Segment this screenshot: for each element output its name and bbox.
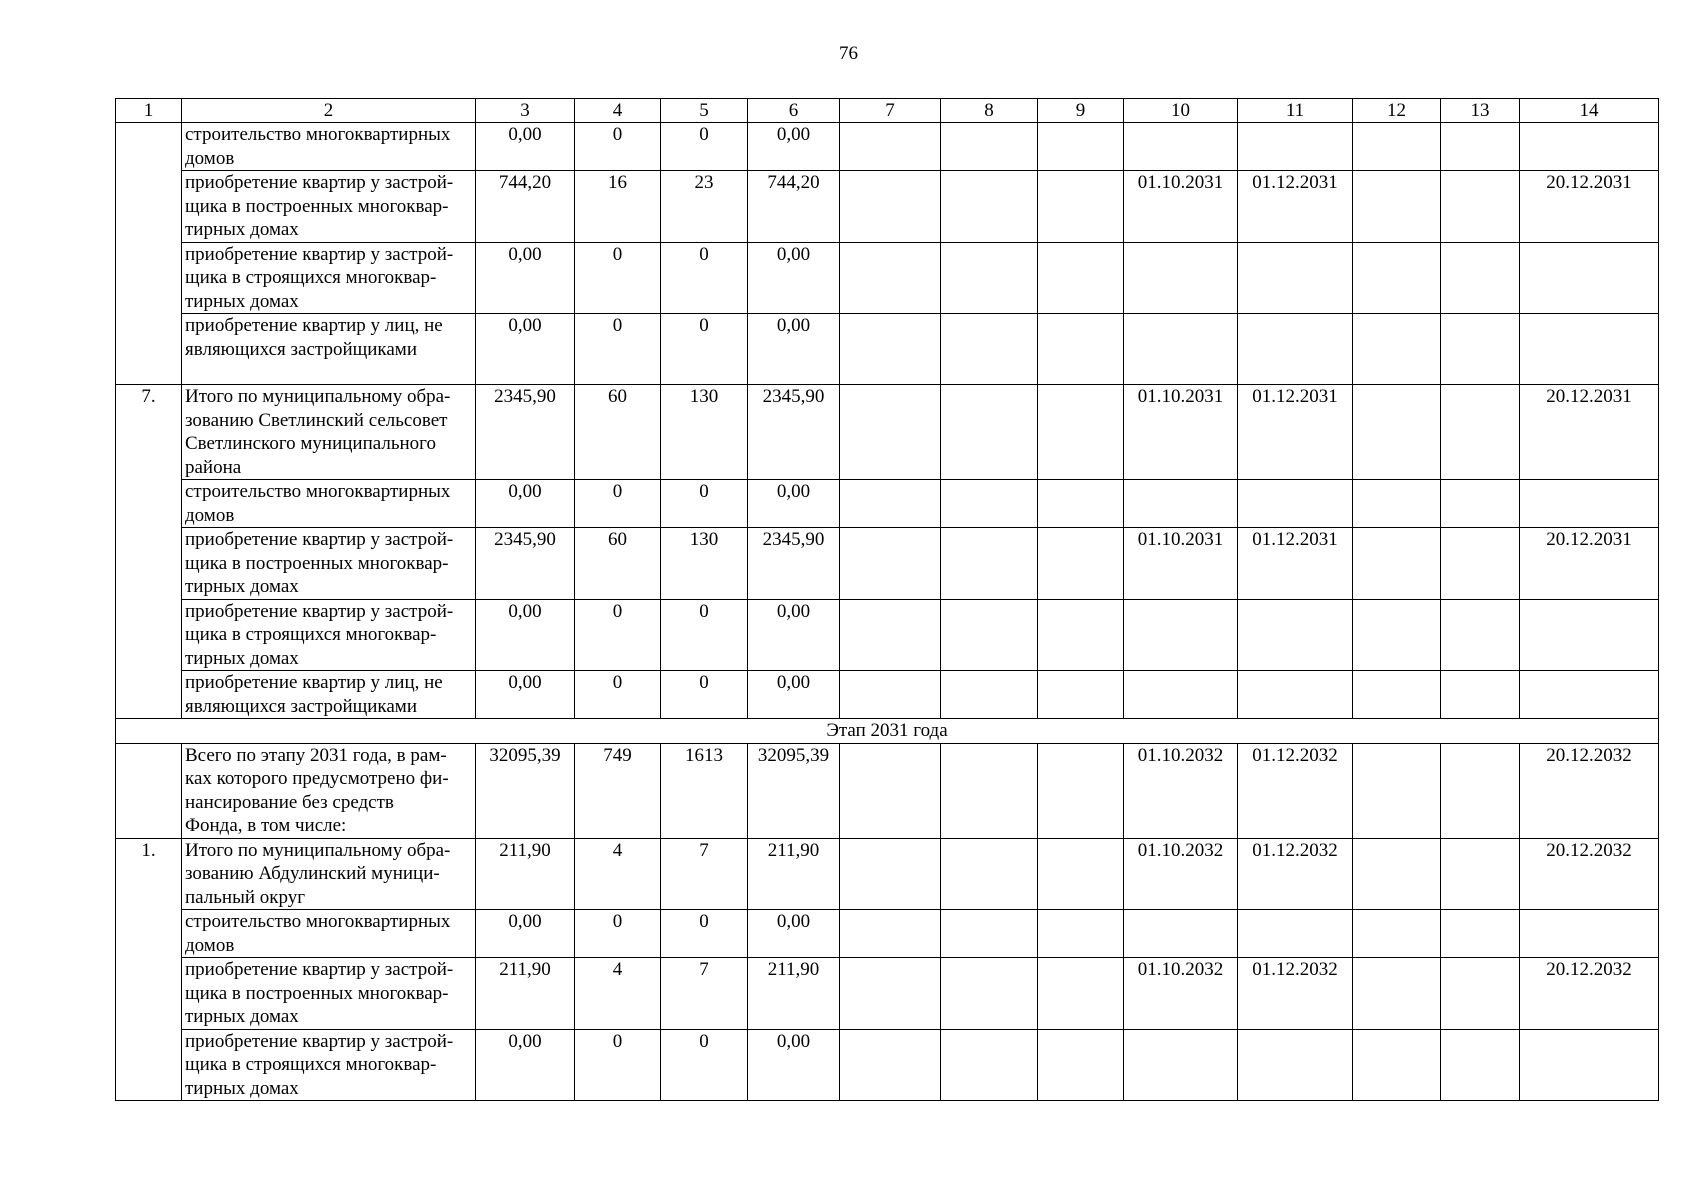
description-line: щика в строящихся многоквар- <box>185 624 437 645</box>
value-cell <box>1520 910 1659 958</box>
value-cell <box>1353 480 1441 528</box>
column-header: 14 <box>1520 99 1659 123</box>
value-cell <box>1038 528 1124 600</box>
value-cell: 0 <box>661 242 748 314</box>
value-cell: 0 <box>575 480 661 528</box>
value-cell: 01.12.2032 <box>1238 958 1353 1030</box>
value-cell: 0,00 <box>748 123 840 171</box>
description-line: являющихся застройщиками <box>185 695 417 717</box>
stage-row <box>116 719 1659 744</box>
description-line: щика в построенных многоквар- <box>185 982 449 1004</box>
row-description <box>182 171 476 243</box>
description-line: приобретение квартир у лиц, не <box>185 315 443 336</box>
value-cell: 0 <box>575 599 661 671</box>
value-cell <box>1038 314 1124 385</box>
value-cell: 0 <box>575 242 661 314</box>
value-cell: 0,00 <box>476 671 575 719</box>
value-cell <box>1038 958 1124 1030</box>
value-cell <box>1441 838 1520 910</box>
column-header: 6 <box>748 99 840 123</box>
description-line: пальный округ <box>185 886 306 908</box>
value-cell <box>1238 599 1353 671</box>
value-cell: 0,00 <box>748 1029 840 1101</box>
row-description <box>182 480 476 528</box>
value-cell <box>1441 528 1520 600</box>
value-cell <box>941 528 1038 600</box>
value-cell <box>1038 242 1124 314</box>
column-header: 9 <box>1038 99 1124 123</box>
value-cell <box>941 480 1038 528</box>
value-cell <box>1520 599 1659 671</box>
row-number: 7. <box>116 385 182 719</box>
value-cell: 211,90 <box>748 958 840 1030</box>
value-cell: 0,00 <box>748 599 840 671</box>
page-number: 76 <box>839 43 858 64</box>
value-cell: 32095,39 <box>476 743 575 838</box>
description-line: домов <box>185 147 235 169</box>
description-line: тирных домах <box>185 290 299 312</box>
value-cell <box>1353 958 1441 1030</box>
row-description <box>182 123 476 171</box>
value-cell: 7 <box>661 838 748 910</box>
row-description <box>182 838 476 910</box>
description-line: домов <box>185 934 235 956</box>
value-cell <box>840 743 941 838</box>
column-header: 12 <box>1353 99 1441 123</box>
value-cell: 749 <box>575 743 661 838</box>
description-line: строительство многоквартирных <box>185 911 451 932</box>
value-cell <box>840 671 941 719</box>
value-cell <box>1441 171 1520 243</box>
value-cell <box>840 123 941 171</box>
value-cell: 0 <box>575 910 661 958</box>
value-cell: 01.12.2031 <box>1238 385 1353 480</box>
description-line: приобретение квартир у застрой- <box>185 243 454 265</box>
value-cell: 60 <box>575 528 661 600</box>
row-description <box>182 528 476 600</box>
value-cell <box>1441 314 1520 385</box>
value-cell <box>941 314 1038 385</box>
description-line: щика в построенных многоквар- <box>185 552 449 574</box>
description-line: строительство многоквартирных <box>185 481 451 502</box>
value-cell <box>1353 528 1441 600</box>
value-cell: 23 <box>661 171 748 243</box>
column-header: 2 <box>182 99 476 123</box>
value-cell: 744,20 <box>476 171 575 243</box>
value-cell <box>1441 123 1520 171</box>
value-cell: 0 <box>661 1029 748 1101</box>
value-cell <box>941 1029 1038 1101</box>
description-line: тирных домах <box>185 576 299 597</box>
row-number <box>116 743 182 838</box>
value-cell: 0 <box>575 1029 661 1101</box>
value-cell: 0 <box>661 671 748 719</box>
value-cell <box>1124 671 1238 719</box>
value-cell: 01.12.2031 <box>1238 528 1353 600</box>
description-line: приобретение квартир у застрой- <box>185 529 454 550</box>
row-description <box>182 671 476 719</box>
value-cell <box>840 242 941 314</box>
description-line: щика в строящихся многоквар- <box>185 267 437 288</box>
value-cell <box>1038 910 1124 958</box>
value-cell <box>1124 314 1238 385</box>
value-cell: 0,00 <box>748 480 840 528</box>
row-number: 1. <box>116 838 182 1101</box>
value-cell <box>1038 743 1124 838</box>
value-cell <box>840 910 941 958</box>
value-cell: 0 <box>661 123 748 171</box>
stage-title: Этап 2031 года <box>116 719 1659 744</box>
column-header: 10 <box>1124 99 1238 123</box>
value-cell: 20.12.2032 <box>1520 838 1659 910</box>
value-cell <box>941 910 1038 958</box>
value-cell <box>1124 599 1238 671</box>
column-header: 4 <box>575 99 661 123</box>
value-cell <box>1353 1029 1441 1101</box>
value-cell <box>1441 958 1520 1030</box>
data-table <box>115 98 1659 1101</box>
column-header: 11 <box>1238 99 1353 123</box>
value-cell: 0,00 <box>748 910 840 958</box>
value-cell <box>941 171 1038 243</box>
value-cell: 211,90 <box>476 958 575 1030</box>
description-line: тирных домах <box>185 647 299 669</box>
value-cell <box>1441 671 1520 719</box>
value-cell: 20.12.2031 <box>1520 171 1659 243</box>
value-cell <box>1124 910 1238 958</box>
value-cell: 01.12.2032 <box>1238 838 1353 910</box>
table-row <box>116 599 1659 671</box>
row-number <box>116 123 182 385</box>
value-cell <box>1124 1029 1238 1101</box>
column-header: 13 <box>1441 99 1520 123</box>
value-cell: 1613 <box>661 743 748 838</box>
value-cell <box>1353 385 1441 480</box>
description-line: приобретение квартир у застрой- <box>185 600 454 622</box>
description-line: приобретение квартир у застрой- <box>185 172 454 193</box>
value-cell <box>840 838 941 910</box>
value-cell <box>1520 1029 1659 1101</box>
description-line: ках которого предусмотрено фи- <box>185 768 449 789</box>
value-cell <box>1238 1029 1353 1101</box>
value-cell: 01.10.2032 <box>1124 838 1238 910</box>
value-cell <box>1038 838 1124 910</box>
value-cell: 4 <box>575 958 661 1030</box>
value-cell <box>1441 480 1520 528</box>
value-cell <box>840 958 941 1030</box>
table-row <box>116 171 1659 243</box>
value-cell: 0,00 <box>476 910 575 958</box>
description-line: зованию Абдулинский муници- <box>185 863 440 884</box>
value-cell <box>1238 123 1353 171</box>
value-cell <box>1124 123 1238 171</box>
value-cell: 0,00 <box>476 314 575 385</box>
value-cell <box>1038 385 1124 480</box>
value-cell <box>1238 671 1353 719</box>
table-row <box>116 314 1659 385</box>
column-header: 3 <box>476 99 575 123</box>
value-cell: 0,00 <box>476 480 575 528</box>
description-line: нансирование без средств <box>185 791 394 813</box>
table-row <box>116 385 1659 480</box>
value-cell: 20.12.2032 <box>1520 743 1659 838</box>
value-cell: 744,20 <box>748 171 840 243</box>
value-cell: 0,00 <box>748 671 840 719</box>
value-cell <box>1124 242 1238 314</box>
row-description <box>182 242 476 314</box>
value-cell <box>1038 599 1124 671</box>
description-line: строительство многоквартирных <box>185 124 451 145</box>
value-cell: 0 <box>661 480 748 528</box>
value-cell: 01.10.2032 <box>1124 743 1238 838</box>
column-header: 7 <box>840 99 941 123</box>
value-cell: 01.10.2032 <box>1124 958 1238 1030</box>
table-row <box>116 528 1659 600</box>
value-cell <box>1520 242 1659 314</box>
description-line: приобретение квартир у застрой- <box>185 959 454 980</box>
value-cell <box>1441 910 1520 958</box>
value-cell: 2345,90 <box>476 528 575 600</box>
table-row <box>116 1029 1659 1101</box>
value-cell <box>1353 314 1441 385</box>
description-line: щика в построенных многоквар- <box>185 195 449 217</box>
value-cell <box>1353 743 1441 838</box>
value-cell <box>840 528 941 600</box>
row-description <box>182 385 476 480</box>
value-cell: 211,90 <box>748 838 840 910</box>
value-cell <box>1038 480 1124 528</box>
value-cell <box>1441 599 1520 671</box>
value-cell <box>1353 242 1441 314</box>
row-description <box>182 958 476 1030</box>
value-cell <box>941 743 1038 838</box>
column-header: 1 <box>116 99 182 123</box>
value-cell <box>840 1029 941 1101</box>
value-cell: 0,00 <box>748 242 840 314</box>
row-description <box>182 314 476 385</box>
value-cell <box>1441 1029 1520 1101</box>
description-line: Итого по муниципальному обра- <box>185 839 451 861</box>
value-cell <box>1353 671 1441 719</box>
value-cell: 01.10.2031 <box>1124 171 1238 243</box>
value-cell <box>1353 123 1441 171</box>
value-cell <box>1353 171 1441 243</box>
table-row <box>116 958 1659 1030</box>
value-cell <box>1124 480 1238 528</box>
value-cell <box>1520 123 1659 171</box>
description-line: домов <box>185 504 235 526</box>
value-cell: 0 <box>661 314 748 385</box>
description-line: приобретение квартир у застрой- <box>185 1030 454 1052</box>
value-cell <box>941 385 1038 480</box>
value-cell <box>1353 910 1441 958</box>
value-cell: 130 <box>661 528 748 600</box>
value-cell <box>1441 242 1520 314</box>
value-cell <box>941 123 1038 171</box>
description-line: Светлинского муниципального <box>185 433 436 454</box>
description-line: Всего по этапу 2031 года, в рам- <box>185 744 447 766</box>
column-header: 5 <box>661 99 748 123</box>
value-cell <box>941 671 1038 719</box>
value-cell: 0 <box>575 123 661 171</box>
value-cell <box>840 480 941 528</box>
description-line: щика в строящихся многоквар- <box>185 1054 437 1075</box>
description-line: района <box>185 456 242 478</box>
value-cell: 2345,90 <box>748 528 840 600</box>
description-line: приобретение квартир у лиц, не <box>185 672 443 693</box>
value-cell <box>1238 314 1353 385</box>
row-description <box>182 743 476 838</box>
value-cell: 32095,39 <box>748 743 840 838</box>
table-row <box>116 743 1659 838</box>
table-row <box>116 671 1659 719</box>
value-cell <box>1520 480 1659 528</box>
value-cell <box>1038 123 1124 171</box>
value-cell <box>1520 314 1659 385</box>
value-cell: 20.12.2031 <box>1520 385 1659 480</box>
value-cell: 0 <box>661 910 748 958</box>
value-cell: 01.12.2032 <box>1238 743 1353 838</box>
value-cell: 0 <box>575 314 661 385</box>
value-cell <box>941 958 1038 1030</box>
row-description <box>182 910 476 958</box>
value-cell <box>1441 385 1520 480</box>
column-header: 8 <box>941 99 1038 123</box>
value-cell: 7 <box>661 958 748 1030</box>
value-cell: 211,90 <box>476 838 575 910</box>
value-cell <box>1038 671 1124 719</box>
value-cell <box>840 599 941 671</box>
value-cell <box>941 242 1038 314</box>
description-line: тирных домах <box>185 1006 299 1027</box>
value-cell: 2345,90 <box>476 385 575 480</box>
description-line: являющихся застройщиками <box>185 338 417 360</box>
row-description <box>182 599 476 671</box>
value-cell: 16 <box>575 171 661 243</box>
value-cell: 0,00 <box>476 599 575 671</box>
value-cell: 01.12.2031 <box>1238 171 1353 243</box>
table-row <box>116 480 1659 528</box>
value-cell: 0 <box>661 599 748 671</box>
value-cell: 01.10.2031 <box>1124 385 1238 480</box>
value-cell: 0,00 <box>476 123 575 171</box>
value-cell <box>1238 480 1353 528</box>
table-row <box>116 242 1659 314</box>
value-cell: 01.10.2031 <box>1124 528 1238 600</box>
value-cell <box>1238 242 1353 314</box>
value-cell: 4 <box>575 838 661 910</box>
value-cell <box>1353 599 1441 671</box>
table-row <box>116 123 1659 171</box>
value-cell <box>941 838 1038 910</box>
value-cell <box>840 385 941 480</box>
value-cell: 0 <box>575 671 661 719</box>
value-cell: 20.12.2031 <box>1520 528 1659 600</box>
table-row <box>116 910 1659 958</box>
value-cell: 0,00 <box>476 1029 575 1101</box>
value-cell <box>941 599 1038 671</box>
description-line: зованию Светлинский сельсовет <box>185 409 448 431</box>
table-row <box>116 838 1659 910</box>
row-description <box>182 1029 476 1101</box>
value-cell <box>1353 838 1441 910</box>
value-cell: 20.12.2032 <box>1520 958 1659 1030</box>
value-cell: 130 <box>661 385 748 480</box>
description-line: Итого по муниципальному обра- <box>185 386 451 407</box>
value-cell <box>840 314 941 385</box>
value-cell: 0,00 <box>748 314 840 385</box>
value-cell: 60 <box>575 385 661 480</box>
header-row <box>116 99 1659 123</box>
value-cell: 2345,90 <box>748 385 840 480</box>
value-cell <box>1441 743 1520 838</box>
value-cell <box>1038 171 1124 243</box>
value-cell <box>1038 1029 1124 1101</box>
description-line: тирных домах <box>185 219 299 240</box>
description-line: тирных домах <box>185 1077 299 1099</box>
value-cell <box>840 171 941 243</box>
value-cell <box>1520 671 1659 719</box>
description-line: Фонда, в том числе: <box>185 815 347 836</box>
value-cell <box>1238 910 1353 958</box>
value-cell: 0,00 <box>476 242 575 314</box>
